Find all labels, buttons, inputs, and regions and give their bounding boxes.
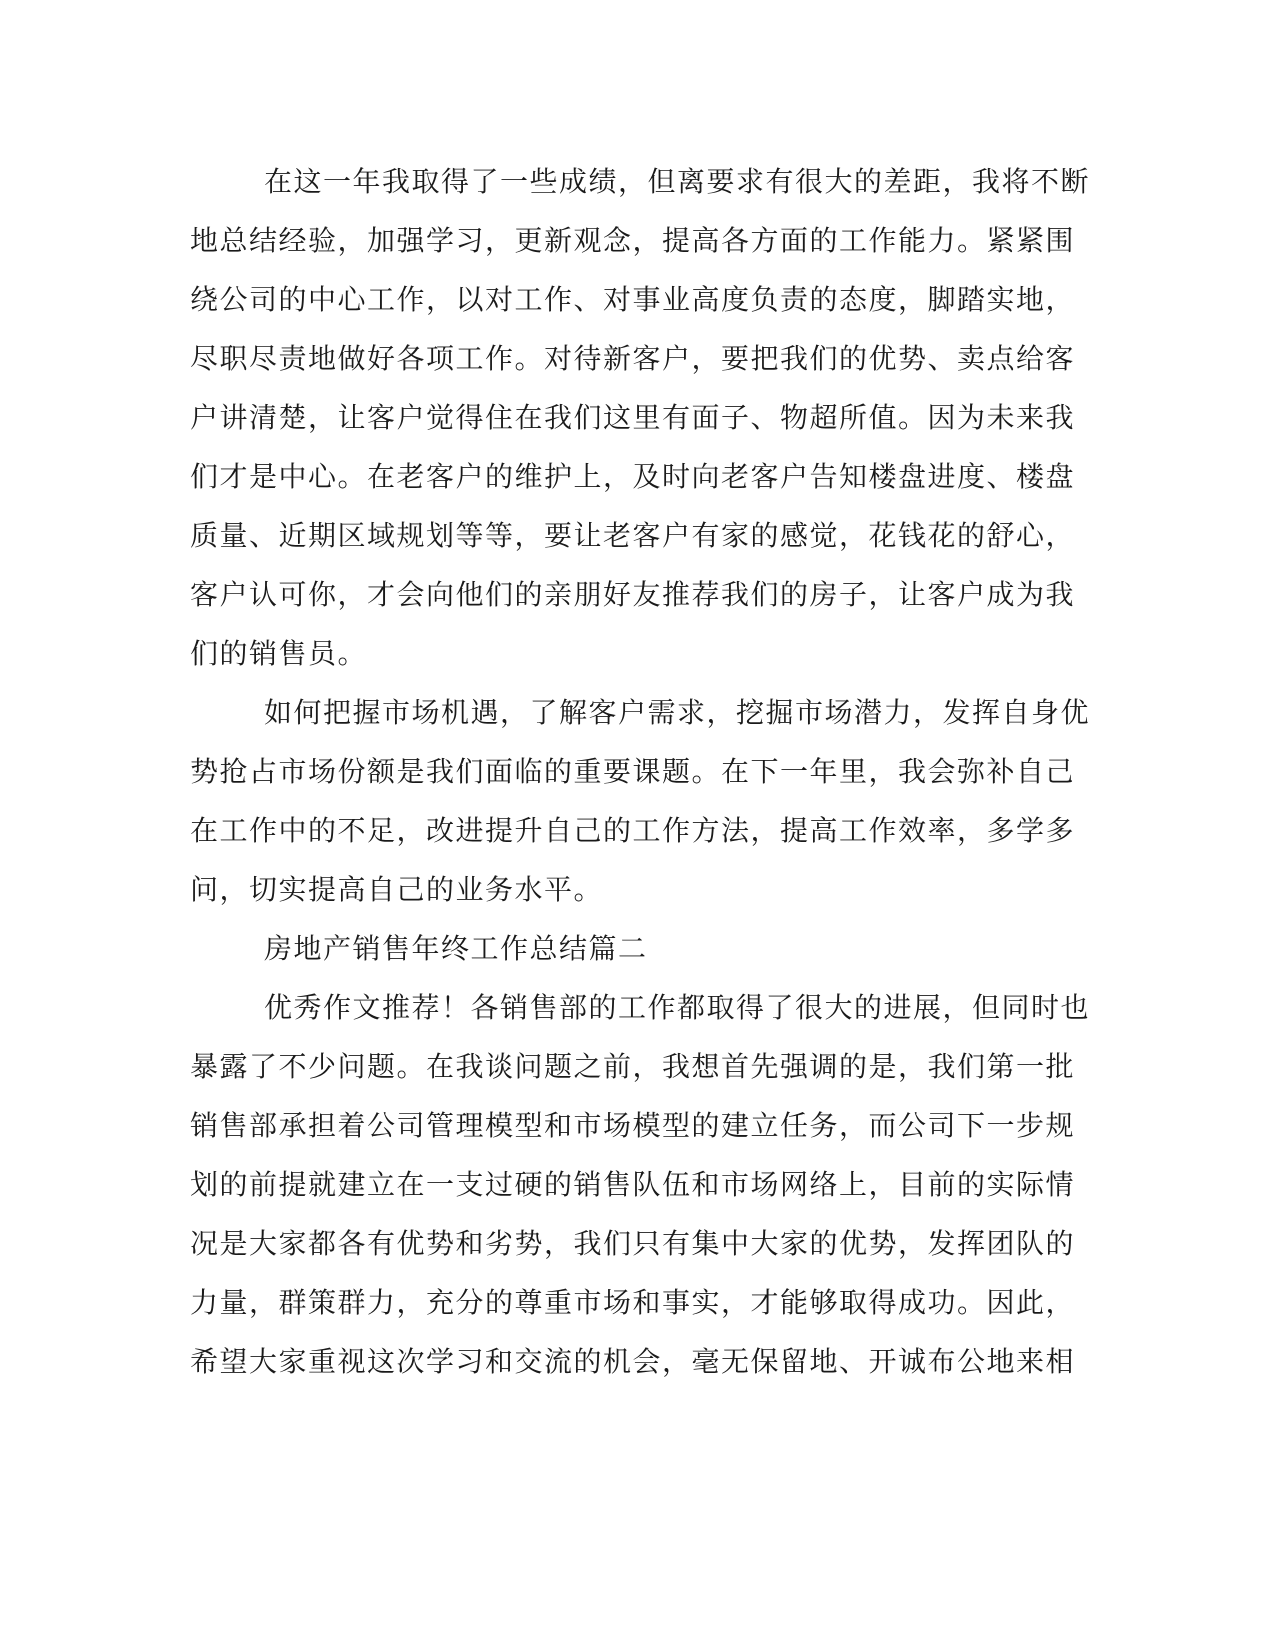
paragraph-3-line-2: 暴露了不少问题。在我谈问题之前，我想首先强调的是，我们第一批 <box>190 1050 1076 1083</box>
paragraph-3-line-1: 优秀作文推荐！各销售部的工作都取得了很大的进展，但同时也 <box>264 991 1091 1024</box>
paragraph-3-line-6: 力量，群策群力，充分的尊重市场和事实，才能够取得成功。因此， <box>190 1286 1076 1319</box>
paragraph-1-line-1: 在这一年我取得了一些成绩，但离要求有很大的差距，我将不断 <box>264 165 1091 198</box>
paragraph-1-line-4: 尽职尽责地做好各项工作。对待新客户，要把我们的优势、卖点给客 <box>190 342 1076 375</box>
paragraph-1-line-9: 们的销售员。 <box>190 637 368 670</box>
paragraph-1-line-7: 质量、近期区域规划等等，要让老客户有家的感觉，花钱花的舒心， <box>190 519 1076 552</box>
paragraph-1-line-8: 客户认可你，才会向他们的亲朋好友推荐我们的房子，让客户成为我 <box>190 578 1076 611</box>
paragraph-2-line-2: 势抢占市场份额是我们面临的重要课题。在下一年里，我会弥补自己 <box>190 755 1076 788</box>
paragraph-2-line-1: 如何把握市场机遇，了解客户需求，挖掘市场潜力，发挥自身优 <box>264 696 1091 729</box>
paragraph-3-line-3: 销售部承担着公司管理模型和市场模型的建立任务，而公司下一步规 <box>190 1109 1076 1142</box>
paragraph-1-line-2: 地总结经验，加强学习，更新观念，提高各方面的工作能力。紧紧围 <box>190 224 1076 257</box>
paragraph-3-line-5: 况是大家都各有优势和劣势，我们只有集中大家的优势，发挥团队的 <box>190 1227 1076 1260</box>
paragraph-1-line-3: 绕公司的中心工作，以对工作、对事业高度负责的态度，脚踏实地， <box>190 283 1076 316</box>
paragraph-3-line-7: 希望大家重视这次学习和交流的机会，毫无保留地、开诚布公地来相 <box>190 1345 1076 1378</box>
paragraph-2-line-3: 在工作中的不足，改进提升自己的工作方法，提高工作效率，多学多 <box>190 814 1076 847</box>
paragraph-1-line-5: 户讲清楚，让客户觉得住在我们这里有面子、物超所值。因为未来我 <box>190 401 1076 434</box>
paragraph-3-line-4: 划的前提就建立在一支过硬的销售队伍和市场网络上，目前的实际情 <box>190 1168 1076 1201</box>
section-heading: 房地产销售年终工作总结篇二 <box>264 932 648 965</box>
paragraph-1-line-6: 们才是中心。在老客户的维护上，及时向老客户告知楼盘进度、楼盘 <box>190 460 1076 493</box>
paragraph-2-line-4: 问，切实提高自己的业务水平。 <box>190 873 604 906</box>
